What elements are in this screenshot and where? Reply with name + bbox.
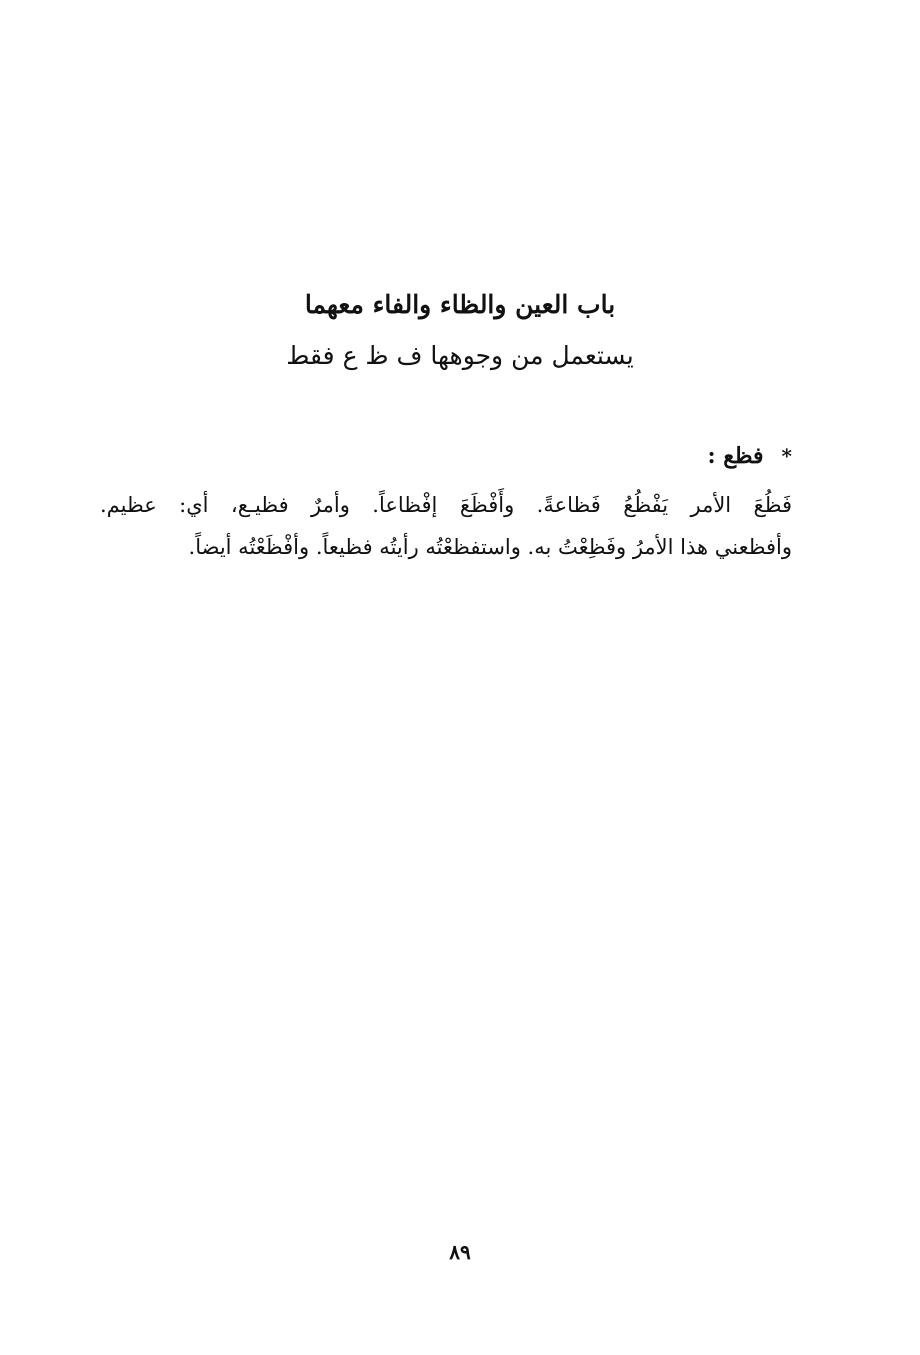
- entry-marker: *: [781, 444, 792, 468]
- chapter-title: باب العين والظاء والفاء معهما: [304, 290, 616, 319]
- chapter-subtitle: يستعمل من وجوهها ف ظ ع فقط: [286, 341, 634, 370]
- entry-text-line-1: فَظُعَ الأمر يَفْظُعُ فَظاعةً. وأَفْظَعَ إفْظاعاً. وأمرٌ فظيـع، أي: عظيم.: [100, 493, 792, 517]
- entry-headword: فظع :: [707, 443, 764, 469]
- entry-headword-row: [707, 441, 792, 471]
- page-number: ٨٩: [449, 1240, 471, 1264]
- entry-text-line-2: وأفظعني هذا الأمرُ وفَظِعْتُ به. واستفظعْتُه رأيتُه فظيعاً. وأفْظَعْتُه أيضاً.: [188, 535, 792, 559]
